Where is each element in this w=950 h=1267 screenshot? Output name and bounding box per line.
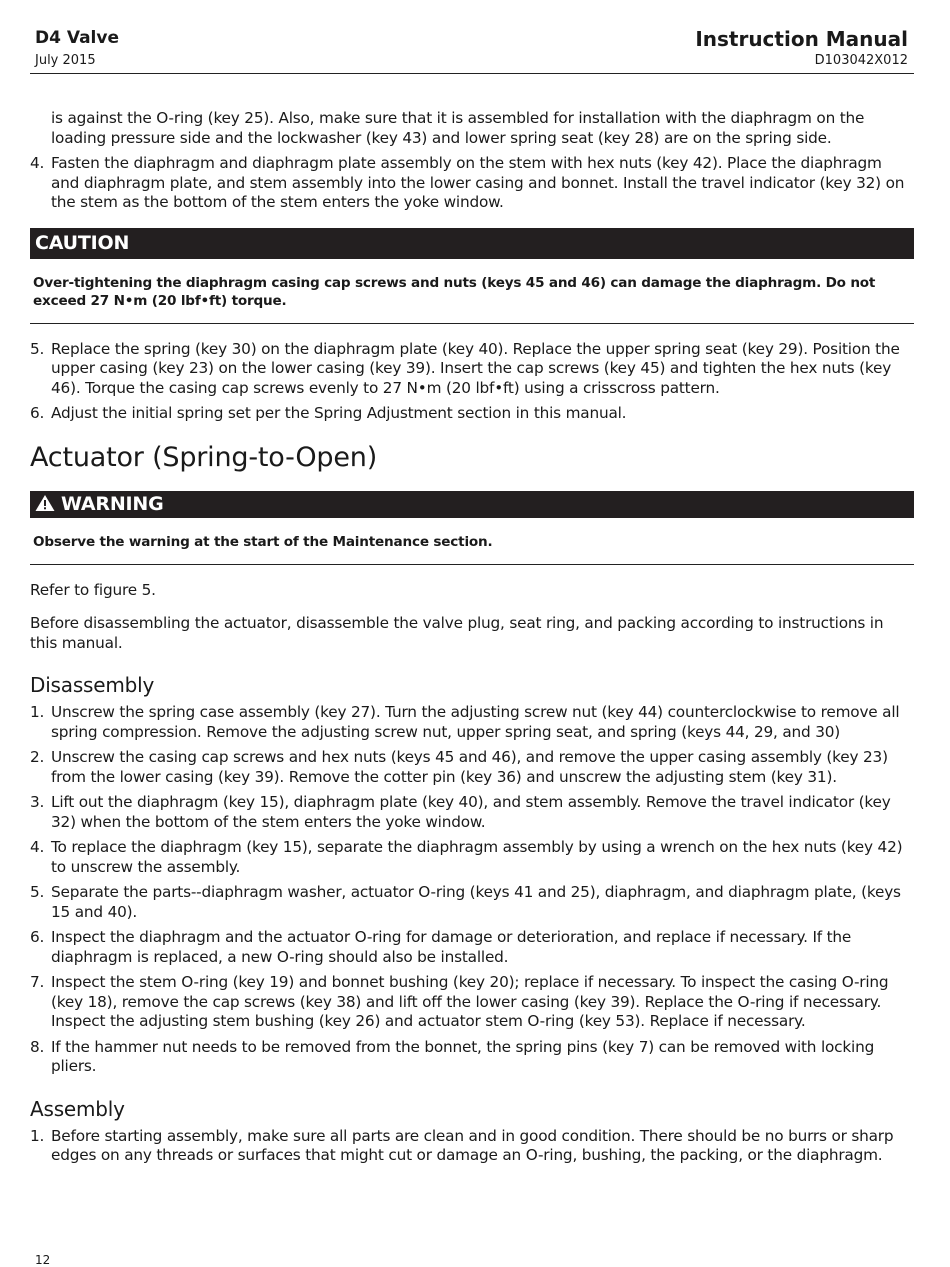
header-left-date: July 2015	[35, 53, 96, 68]
list-item-number: 5.	[30, 339, 45, 358]
list-item-text: Replace the spring (key 30) on the diaphragm plate (key 40). Replace the upper spring seat (key 29). Position the upper casing (key 23) on the lower casing (key 39). Insert the cap screws (key 45) and tighten the hex nuts (key 46). Torque the casing cap screws evenly to 27 N•m (20 lbf•ft) using a crisscross pattern.	[51, 339, 900, 397]
list-item-text: Inspect the stem O-ring (key 19) and bonnet bushing (key 20); replace if necessary. To inspect the casing O-ring (key 18), remove the cap screws (key 38) and lift off the lower casing (key 39). Replace the O-ring if necessary. Inspect the adjusting stem bushing (key 26) and actuator stem O-ring (key 53). Replace if necessary.	[51, 973, 889, 1030]
list-item	[30, 404, 914, 424]
list-item-number: 5.	[30, 883, 45, 901]
list-item-text: To replace the diaphragm (key 15), separate the diaphragm assembly by using a wrench on the hex nuts (key 42) to unscrew the assembly.	[51, 838, 903, 876]
list-item-number: 1.	[30, 1126, 45, 1145]
disassembly-list	[30, 703, 914, 1077]
list-item	[30, 340, 914, 399]
list-item-text: Before starting assembly, make sure all parts are clean and in good condition. There should be no burrs or sharp edges on any threads or surfaces that might cut or damage an O-ring, bushing, the packing, or the diaphragm.	[51, 1126, 894, 1164]
list-item	[30, 703, 914, 742]
list-item-number: 1.	[30, 703, 45, 721]
warning-text: Observe the warning at the start of the Maintenance section.	[33, 533, 493, 550]
paragraph-refer: Refer to figure 5.	[30, 580, 156, 599]
list-item	[30, 1127, 914, 1166]
disassembly-heading: Disassembly	[30, 673, 155, 697]
list-item-text: Separate the parts--diaphragm washer, actuator O-ring (keys 41 and 25), diaphragm, and diaphragm plate, (keys 15 and 40).	[51, 883, 901, 921]
caution-text: Over-tightening the diaphragm casing cap screws and nuts (keys 45 and 46) can damage the diaphragm. Do not exceed 27 N•m (20 lbf•ft) torque.	[33, 274, 876, 309]
list-item-text: Fasten the diaphragm and diaphragm plate assembly on the stem with hex nuts (key 42). Place the diaphragm and diaphragm plate, and stem assembly into the lower casing and bonnet. Install the travel indicator (key 32) on the stem as the bottom of the stem enters the yoke window.	[51, 154, 905, 211]
list-item-number: 2.	[30, 748, 45, 766]
list-item-number: 3.	[30, 793, 45, 811]
caution-rule	[30, 323, 914, 324]
list-item	[30, 838, 914, 877]
warning-rule	[30, 564, 914, 565]
list-item	[30, 154, 914, 213]
warning-triangle-icon	[35, 494, 55, 512]
header-right-title: Instruction Manual	[695, 27, 908, 51]
header-right-doc-number: D103042X012	[814, 53, 908, 68]
list-item-continued	[30, 109, 914, 148]
list-item-number: 6.	[30, 404, 45, 422]
list-item-number: 6.	[30, 928, 45, 946]
warning-label: WARNING	[61, 492, 164, 515]
list-item-text: Adjust the initial spring set per the Spring Adjustment section in this manual.	[51, 404, 627, 422]
caution-bar	[30, 228, 914, 259]
page-number: 12	[35, 1253, 51, 1267]
assembly-heading: Assembly	[30, 1096, 125, 1121]
header-rule	[30, 73, 914, 74]
list-item-number: 7.	[30, 973, 45, 991]
list-item-number: 4.	[30, 838, 45, 856]
list-item	[30, 928, 914, 967]
list-item-number: 4.	[30, 154, 45, 172]
list-item	[30, 1038, 914, 1077]
list-item-text: Inspect the diaphragm and the actuator O-ring for damage or deterioration, and replace if necessary. If the diaphragm is replaced, a new O-ring should also be installed.	[51, 928, 852, 966]
list-item	[30, 748, 914, 787]
list-item-text: Unscrew the casing cap screws and hex nuts (keys 45 and 46), and remove the upper casing assembly (key 23) from the lower casing (key 39). Remove the cotter pin (key 36) and unscrew the adjusting stem (key 31).	[51, 748, 888, 786]
paragraph-before: Before disassembling the actuator, disassemble the valve plug, seat ring, and packing according to instructions in this manual.	[30, 614, 884, 652]
list-item-number: 8.	[30, 1037, 45, 1056]
caution-label: CAUTION	[35, 231, 130, 254]
assembly-list	[30, 1127, 914, 1166]
list-item	[30, 793, 914, 832]
header-left-title: D4 Valve	[35, 28, 119, 48]
list-item-text: Unscrew the spring case assembly (key 27). Turn the adjusting screw nut (key 44) counterclockwise to remove all spring compression. Remove the adjusting screw nut, upper spring seat, and spring (keys 44, 29, and 30)	[51, 703, 900, 741]
list-item-text: is against the O-ring (key 25). Also, make sure that it is assembled for installation with the diaphragm on the loading pressure side and the lockwasher (key 43) and lower spring seat (key 28) are on the spring side.	[51, 109, 865, 147]
page-content	[30, 109, 914, 1172]
warning-bar	[30, 491, 914, 518]
list-item	[30, 973, 914, 1032]
list-item-text: If the hammer nut needs to be removed from the bonnet, the spring pins (key 7) can be removed with locking pliers.	[51, 1037, 875, 1075]
list-item	[30, 883, 914, 922]
list-item-text: Lift out the diaphragm (key 15), diaphragm plate (key 40), and stem assembly. Remove the travel indicator (key 32) when the bottom of the stem enters the yoke window.	[51, 793, 891, 831]
section-title: Actuator (Spring-to-Open)	[30, 441, 378, 473]
